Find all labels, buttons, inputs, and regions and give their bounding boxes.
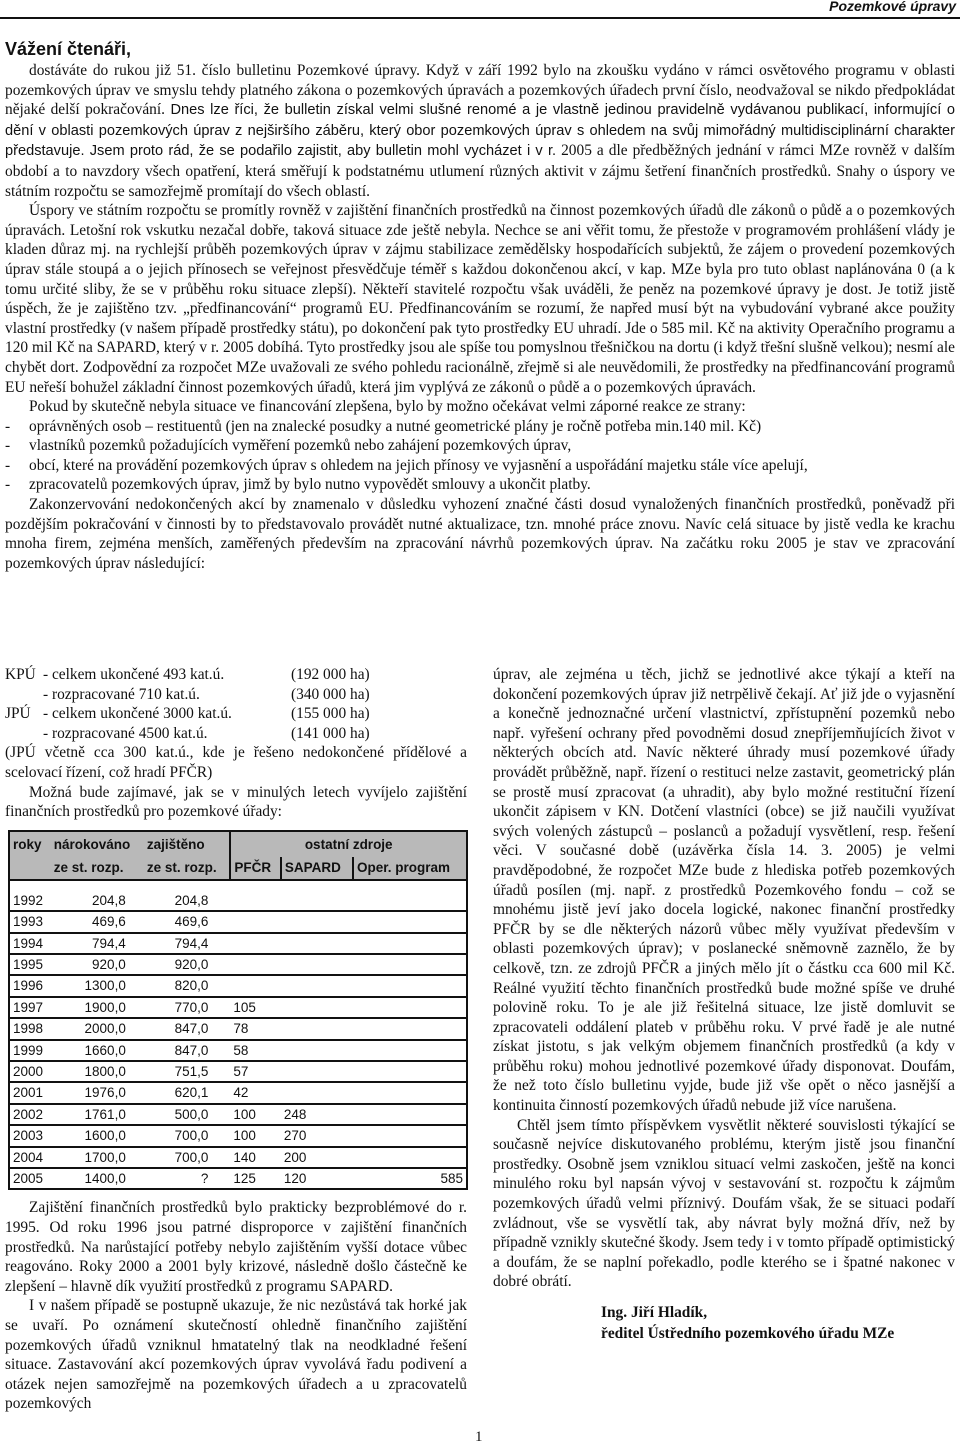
table-cell — [353, 975, 467, 996]
table-cell: 847,0 — [144, 1040, 231, 1061]
table-cell: 120 — [281, 1168, 353, 1189]
table-cell — [353, 1125, 467, 1146]
table-cell — [281, 954, 353, 975]
status-area: (141 000 ha) — [291, 724, 370, 742]
col-subheader: ze st. rozp. — [51, 857, 144, 880]
col-header: roky — [9, 831, 51, 857]
table-cell — [230, 975, 280, 996]
table-cell: 469,6 — [144, 911, 231, 932]
table-cell: ? — [144, 1168, 231, 1189]
status-label: - rozpracované 4500 kat.ú. — [43, 724, 208, 742]
table-cell: 920,0 — [51, 954, 144, 975]
status-org: KPÚ — [5, 666, 36, 683]
status-list — [5, 665, 467, 743]
table-row — [9, 1061, 467, 1082]
table-cell: 78 — [230, 1018, 280, 1039]
table-cell: 1976,0 — [51, 1082, 144, 1103]
table-cell: 1993 — [9, 911, 51, 932]
table-row — [9, 997, 467, 1018]
table-cell: 2000 — [9, 1061, 51, 1082]
dash-item-text: zpracovatelů pozemkových úprav, jimž by bylo nutno vypovědět smlouvy a ukončit platby. — [29, 476, 591, 494]
table-cell — [281, 1082, 353, 1103]
table-body — [9, 880, 467, 1190]
dash-item-text: obcí, které na provádění pozemkových úprav s ohledem na jejich přínosy ve vyjasnění a uspořádání majetku stále více apelují, — [29, 456, 808, 474]
col-subheader — [9, 857, 51, 880]
left-paragraph-2: I v našem případě se postupně ukazuje, že nic nezůstává tak horké jak se uvaří. Po oznámení skutečností ohledně finančního zajištění pozemkových úřadů vzniknul hmatatelný tlak na neodkladné řešení situace. Zastavování akcí pozemkových úprav vyvolává řadu podivení a otázek nejen samozřejmě na pozemkových úřadech a u zpracovatelů pozemkových — [5, 1297, 467, 1413]
status-row — [5, 724, 467, 744]
dash-item — [5, 417, 955, 437]
dash-item — [5, 475, 955, 495]
table-cell: 1600,0 — [51, 1125, 144, 1146]
intro-paragraph — [5, 61, 955, 201]
table-cell: 204,8 — [51, 891, 144, 911]
table-row — [9, 1168, 467, 1189]
status-note: (JPÚ včetně cca 300 kat.ú., kde je řešeno nedokončené přídělové a scelovací řízení, což hradí PFČR) — [5, 744, 467, 781]
table-cell: 620,1 — [144, 1082, 231, 1103]
status-area: (192 000 ha) — [291, 666, 370, 683]
table-row — [9, 1147, 467, 1168]
page-number: 1 — [475, 1429, 483, 1445]
table-cell: 847,0 — [144, 1018, 231, 1039]
table-cell: 920,0 — [144, 954, 231, 975]
table-cell — [281, 1061, 353, 1082]
table-cell: 100 — [230, 1125, 280, 1146]
table-cell — [353, 1104, 467, 1125]
status-row — [5, 665, 467, 685]
table-cell: 794,4 — [144, 933, 231, 954]
status-area: (340 000 ha) — [291, 685, 370, 703]
table-row — [9, 933, 467, 954]
dash-marker: - — [5, 476, 11, 494]
table-cell: 1761,0 — [51, 1104, 144, 1125]
table-cell: 585 — [353, 1168, 467, 1189]
table-cell — [353, 1040, 467, 1061]
dash-item-text: oprávněných osob – restituentů (jen na znalecké posudky a nutné geometrické plány je ročně potřeba min.140 mil. Kč) — [29, 417, 762, 435]
table-cell — [353, 911, 467, 932]
status-area: (155 000 ha) — [291, 705, 370, 723]
status-label: - celkem ukončené 3000 kat.ú. — [43, 705, 232, 723]
header-title: Pozemkové úpravy — [829, 0, 956, 14]
spacer-cell — [9, 880, 467, 891]
dash-marker: - — [5, 437, 11, 455]
table-cell: 1994 — [9, 933, 51, 954]
table-cell — [281, 891, 353, 911]
table-cell — [230, 933, 280, 954]
table-cell: 2004 — [9, 1147, 51, 1168]
col-subheader: SAPARD — [281, 857, 353, 880]
table-cell — [353, 1082, 467, 1103]
table-cell — [281, 933, 353, 954]
dash-marker: - — [5, 456, 11, 474]
left-paragraph-1: Zajištění finančních prostředků bylo prakticky bezproblémové do r. 1995. Od roku 1996 jsou patrné disproporce v zajištění finančních prostředků. Na narůstající potřeby nebylo zajištěním vyšší dotace vůbec reagováno. Roky 2000 a 2001 byly krizové, následně došlo částečně ke zlepšení – hlavně dík využití prostředků z programu SAPARD. — [5, 1199, 467, 1295]
table-row — [9, 1125, 467, 1146]
status-label: - celkem ukončené 493 kat.ú. — [43, 666, 225, 683]
paragraph-3: Pokud by skutečně nebyla situace ve financování zlepšena, bylo by možno očekávat velmi záporné reakce ze strany: — [29, 398, 746, 416]
table-cell: 140 — [230, 1147, 280, 1168]
header-rule — [0, 17, 960, 19]
table-row — [9, 1082, 467, 1103]
table-spacer — [9, 880, 467, 891]
greeting: Vážení čtenáři, — [5, 39, 132, 59]
right-column — [493, 665, 955, 1344]
table-cell: 1997 — [9, 997, 51, 1018]
table-cell: 200 — [281, 1147, 353, 1168]
table-cell — [230, 891, 280, 911]
main-text — [5, 61, 955, 573]
intro-part-2: Dnes lze říci, že bulletin získal velmi slušné renomé a je vlastně jedinou pravidelně vydávanou publikací, informující o dění v oblasti pozemkových úprav z nejširšího záběru, který obor pozemkových úprav s ohledem na svůj mimořádný multidisciplinární charakter představuje. Jsem proto rád, že se podařilo zajistit, aby bulletin mohl vycházet i v r. — [5, 102, 955, 160]
table-cell: 57 — [230, 1061, 280, 1082]
col-subheader: Oper. program — [353, 857, 467, 880]
left-column — [5, 665, 467, 1414]
col-header: ostatní zdroje — [230, 831, 467, 857]
signature — [493, 1302, 955, 1344]
status-row — [5, 704, 467, 724]
table-cell: 2001 — [9, 1082, 51, 1103]
table-intro: Možná bude zajímavé, jak se v minulých letech vyvíjelo zajištění finančních prostředků pro pozemkové úřady: — [5, 783, 467, 821]
status-org — [5, 724, 43, 744]
table-header-row — [9, 831, 467, 857]
table-cell: 105 — [230, 997, 280, 1018]
col-header: nárokováno — [51, 831, 144, 857]
table-cell: 1999 — [9, 1040, 51, 1061]
col-subheader: PFČR — [230, 857, 280, 880]
intro-part-3: 2005 a dle předběžných jednání v rámci MZe rovněž v dalším období a to navzdory všech opatření, která směřují k podstatnému utlumení různých aktivit v zájmu šetření finančních prostředků. Snahy o úspory ve státním rozpočtu se samozřejmě promítají do všech oblastí. — [5, 142, 955, 200]
table-row — [9, 911, 467, 932]
dash-item — [5, 456, 955, 476]
table-subheader-row — [9, 857, 467, 880]
table-cell — [230, 954, 280, 975]
table-cell: 1660,0 — [51, 1040, 144, 1061]
table-cell: 1700,0 — [51, 1147, 144, 1168]
table-cell: 700,0 — [144, 1125, 231, 1146]
table-cell — [281, 911, 353, 932]
table-row — [9, 1104, 467, 1125]
paragraph-2: Úspory ve státním rozpočtu se promítly rovněž v zajištění finančních prostředků na činnost pozemkových úřadů dle zákonů o půdě a o pozemkových úpravách. Letošní rok vskutku nezačal dobře, taková situace zde ještě nebyla. Nechce se ani věřit tomu, že přestože v programovém prohlášení vlády je kladen důraz mj. na rychlejší průběh pozemkových úprav v zájmu stabilizace zemědělsky hospodařících subjektů, že zájem o provedení pozemkových úprav stále stoupá a o jejich přínosech se veřejnost přesvědčuje téměř s každou dokončenou akcí, v kap. MZe byla pro tuto oblast naplánována 0 (a k tomu určité sliby, že se v průběhu roku situace zlepší). Někteří stavitelé rozpočtu však uváděli, že peněz na pozemkové úpravy je dost. Je totiž jistě úspěch, že je zajištěno tzv. „předfinancování“ programů EU. Předfinancováním se rozumí, že napřed musí být na vybudování vybrané akce použity vlastní prostředky (v našem případě prostředky státu), po dokončení pak tyto prostředky EU uhradí. Jde o 585 mil. Kč na aktivity Operačního programu a 120 mil Kč na SAPARD, který v r. 2005 dobíhá. Tyto prostředky jsou ale spíše tou pomyslnou třešničkou na dortu (i když třešní slušně velkou); nesmí ale chybět dort. Zodpovědní za rozpočet MZe uvažovali ze svého pohledu racionálně, zřejmě si ale neuvědomili, že prostředky na předfinancování programů EU neřeší bohužel základní činnost pozemkových úřadů, která jim vyplývá ze zákonů o půdě a o pozemkových úpravách. — [5, 202, 955, 396]
funding-table — [8, 830, 468, 1191]
table-row — [9, 975, 467, 996]
table-cell: 1992 — [9, 891, 51, 911]
table-cell: 469,6 — [51, 911, 144, 932]
table-cell: 500,0 — [144, 1104, 231, 1125]
table-cell: 100 — [230, 1104, 280, 1125]
col-subheader: ze st. rozp. — [144, 857, 231, 880]
table-cell: 1400,0 — [51, 1168, 144, 1189]
status-row — [5, 685, 467, 705]
table-cell: 248 — [281, 1104, 353, 1125]
table-cell — [281, 997, 353, 1018]
table-cell — [353, 954, 467, 975]
right-paragraph-1: úprav, ale zejména u těch, jichž se jednotlivé akce týkají a kteří na dokončení pozemkových úprav již netrpělivě čekají. Ať již jde o vyjasnění a konečně jednoznačné určení vlastnictví, zpřístupnění pozemků nebo např. vyřešení ochrany před povodněmi dosud znepříjemňujících život v některých obcích atd. Navíc některé úhrady musí pozemkové úřady provádět průběžně, např. řízení o restituci nelze zastavit, geometrický plán se prostě musí zpracovat (a uhradit), aby bylo možné restituční řízení ukončit zápisem v KN. Dotčení vlastníci (obce) se již naučili využívat svých volených zástupců – poslanců a požadují vysvětlení, resp. řešení věci. V současné době (uzávěrka čísla 14. 3. 2005) je velmi pravděpodobné, že rozpočet MZe bude z hlediska potřeb pozemkových úřadů posílen (mj. např. z prostředků Pozemkového fondu – což se mnohému jistě jeví jako docela logické, nakonec finanční prostředky PFČR by se dle některých názorů vůbec měly využívat především v oblasti pozemkových úprav); v poslanecké sněmovně zaznělo, že by celkově, tzn. ze zdrojů PFČR a jiných mělo jít o částku cca 600 mil Kč. Reálné využití těchto finančních prostředků bude možné spíše ve druhé polovině roku. To je ale již řešitelná situace, lze jistě domluvit se zpracovateli oddálení plateb v průběhu roku. V prvé řadě je ale nutné získat jistotu, s jak velkým objemem finančních prostředků (a kdy v průběhu roku) mohou jednotlivé pozemkové úřady disponovat. Doufám, že než toto číslo bulletinu vyjde, bude již vše opět o něco jasnější a kontinuita činností pozemkových úřadů nebude již více narušena. — [493, 666, 955, 1115]
status-org: JPÚ — [5, 705, 31, 723]
dash-item — [5, 436, 955, 456]
table-cell: 2002 — [9, 1104, 51, 1125]
signature-role: ředitel Ústředního pozemkového úřadu MZe — [601, 1325, 895, 1342]
status-label: - rozpracované 710 kat.ú. — [43, 685, 200, 703]
table-cell: 2005 — [9, 1168, 51, 1189]
table-cell: 1900,0 — [51, 997, 144, 1018]
table-row — [9, 891, 467, 911]
table-cell: 1998 — [9, 1018, 51, 1039]
table-cell: 58 — [230, 1040, 280, 1061]
table-cell — [353, 933, 467, 954]
right-paragraph-2: Chtěl jsem tímto příspěvkem vysvětlit některé souvislosti týkající se současně nejvíce diskutovaného problému, kterým jistě jsou finanční prostředky. Osobně jsem vzniklou situací velmi zaskočen, ještě na konci minulého roku byl napsán vývoj v sestavování st. rozpočtu k zájmům pozemkových úřadů velmi příznivý. Doufám však, že se situaci podaří zvládnout, vše se vysvětlí tak, aby návrat byly možná dřív, než by případně vznikly skutečné škody. Jsem tedy i v tomto případě optimistický a doufám, že se naplní pořekadlo, podle kterého se i špatné nakonec v dobré obrátí. — [493, 1116, 955, 1291]
table-cell: 751,5 — [144, 1061, 231, 1082]
table-cell: 2000,0 — [51, 1018, 144, 1039]
table-cell — [353, 1061, 467, 1082]
table-cell — [353, 891, 467, 911]
table-cell: 794,4 — [51, 933, 144, 954]
table-cell — [281, 975, 353, 996]
table-cell: 125 — [230, 1168, 280, 1189]
table-row — [9, 1040, 467, 1061]
table-cell: 204,8 — [144, 891, 231, 911]
table-cell — [353, 1018, 467, 1039]
status-org — [5, 685, 43, 705]
table-row — [9, 1018, 467, 1039]
table-cell — [281, 1018, 353, 1039]
paragraph-4: Zakonzervování nedokončených akcí by znamenalo v důsledku vyhození značné části dosud vynaložených finančních prostředků, poněvadž při pozdějším pokračování v činnosti by to představovalo provádět nutné aktualizace, tzn. mnohé práce znovu. Navíc celá situace by jistě vedla ke krachu mnoha firem, zejména menších, zaměřených především na zpracování návrhů pozemkových úprav. Na začátku roku 2005 je stav ve zpracování pozemkových úprav následující: — [5, 496, 955, 572]
table-cell — [281, 1040, 353, 1061]
table-cell: 700,0 — [144, 1147, 231, 1168]
table-cell: 1995 — [9, 954, 51, 975]
table-cell: 770,0 — [144, 997, 231, 1018]
table-cell — [353, 997, 467, 1018]
col-header: zajištěno — [144, 831, 231, 857]
signature-name: Ing. Jiří Hladík, — [601, 1304, 708, 1321]
dash-item-text: vlastníků pozemků požadujících vyměření pozemků nebo zahájení pozemkových úprav, — [29, 437, 572, 455]
table-cell: 1996 — [9, 975, 51, 996]
dash-marker: - — [5, 417, 11, 435]
table-cell: 2003 — [9, 1125, 51, 1146]
intro-part-1: dostáváte do rukou již 51. číslo bulletinu Pozemkové úpravy. Když v září 1992 bylo na zkoušku vydáno v rámci osvětového programu v oblasti pozemkových úprav ve smyslu tehdy platného zákona o pozemkových úpravách a pozemkových úřadech první číslo, neodvažoval se nikdo předpokládat nějaké delší pokračování. — [5, 62, 955, 119]
table-cell: 270 — [281, 1125, 353, 1146]
table-cell: 1800,0 — [51, 1061, 144, 1082]
table-cell: 1300,0 — [51, 975, 144, 996]
table-row — [9, 954, 467, 975]
table-cell: 42 — [230, 1082, 280, 1103]
table-cell — [230, 911, 280, 932]
table-cell: 820,0 — [144, 975, 231, 996]
table-cell — [353, 1147, 467, 1168]
